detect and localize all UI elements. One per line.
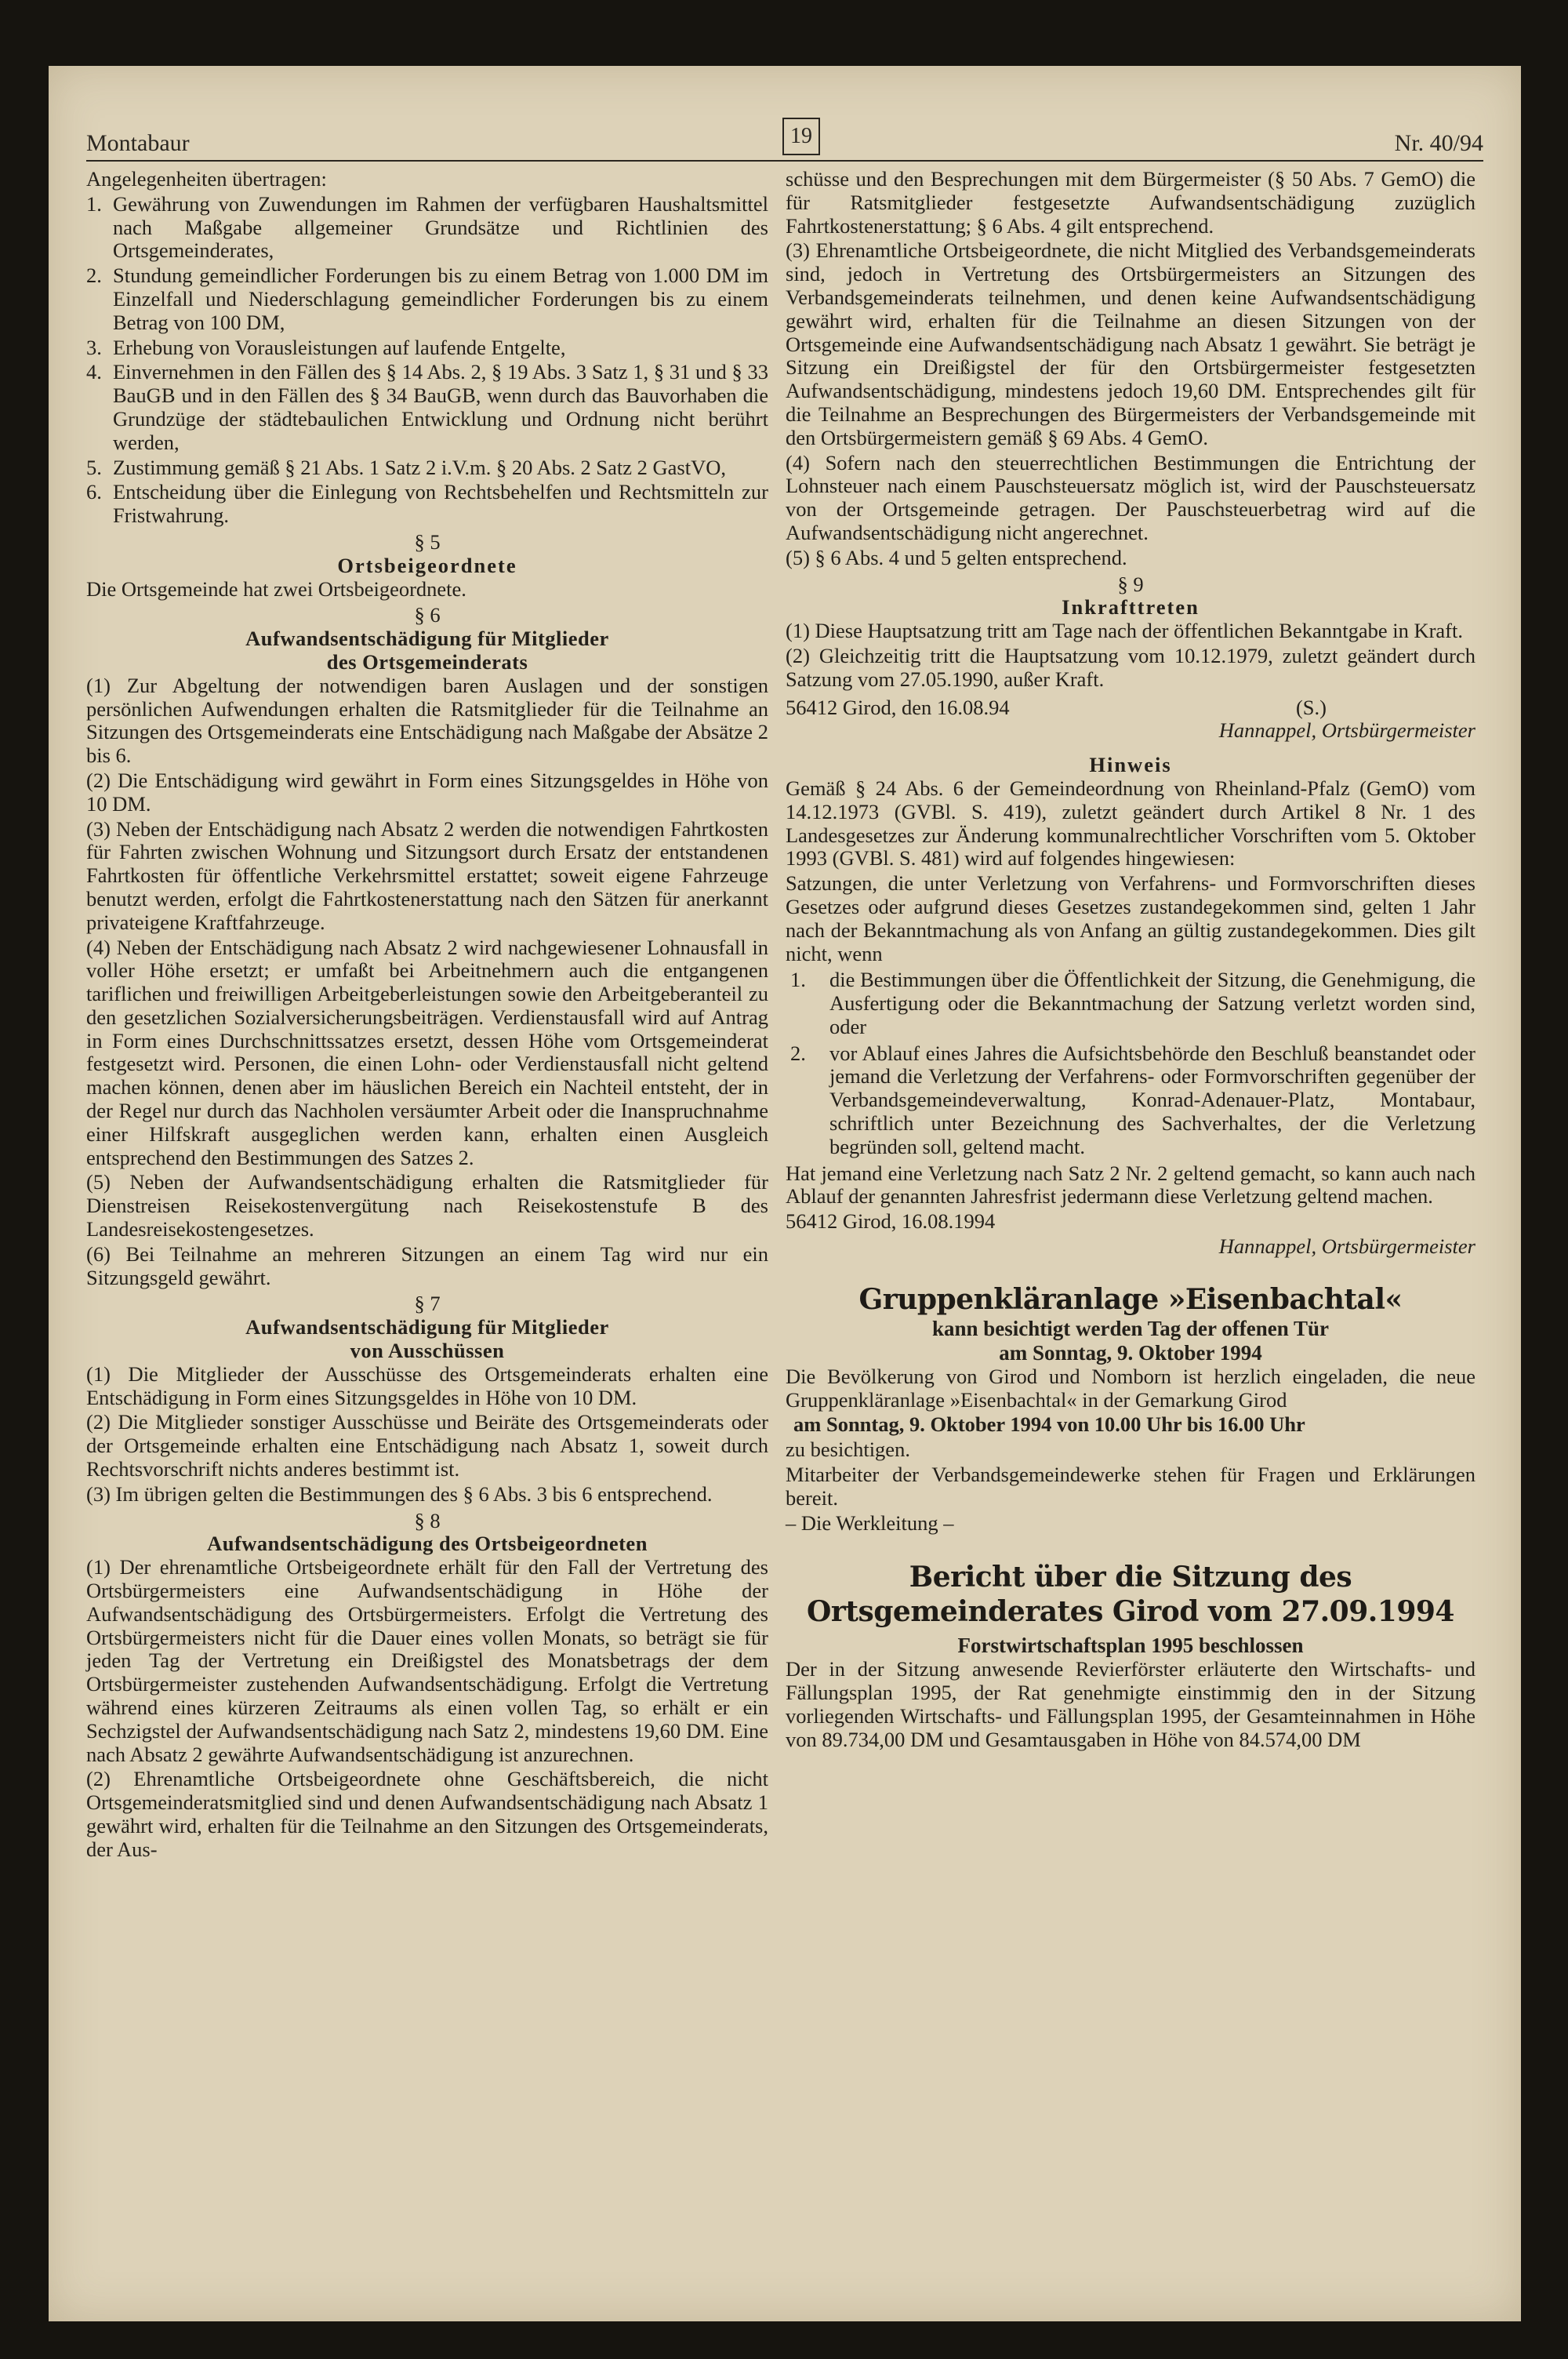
article-headline: Gruppenkläranlage »Eisenbachtal«	[858, 1282, 1403, 1316]
notice-title: Hinweis	[1089, 753, 1172, 777]
spacer	[786, 1259, 1475, 1282]
list-item: 5. Zustimmung gemäß § 21 Abs. 1 Satz 2 i.V.m. § 20 Abs. 2 Satz 2 GastVO,	[86, 455, 726, 479]
section-5-title: Ortsbeigeordnete	[337, 553, 517, 577]
paragraph: Die Bevölkerung von Girod und Nomborn ist herzlich eingeladen, die neue Gruppenkläranlage »Eisenbachtal« in der Gemarkung Girod	[786, 1364, 1475, 1412]
place-date: 56412 Girod, 16.08.1994	[786, 1209, 996, 1234]
paragraph: (4) Neben der Entschädigung nach Absatz 2 wird nachgewiesener Lohnausfall in voller Höhe ersetzt; er umfaßt bei Arbeitnehmern auch die entgangenen tariflichen und freiwilligen Arbeitgeberleistungen sowie den Arbeitgeberanteil zu den gesetzlichen Sozialversicherungsbeiträgen. Verdienstausfall wird auf Antrag in Form eines Durchschnittssatzes ersetzt, dessen Höhe vom Ortsgemeinderat festgesetzt wird. Personen, die einen Lohn- oder Verdienstausfall nicht geltend machen können, denen aber im häuslichen Bereich ein Nachteil entsteht, der in der Regel nur durch das Nachholen versäumter Arbeit oder die Inanspruchnahme einer Hilfskraft ausgeglichen werden kann, erhalten einen Ausgleich entsprechend den Bestimmungen des Satzes 2.	[86, 935, 768, 1169]
paragraph: (1) Diese Hauptsatzung tritt am Tage nach der öffentlichen Bekanntgabe in Kraft.	[786, 619, 1463, 643]
left-column	[86, 168, 768, 1863]
report-subheadline: Forstwirtschaftsplan 1995 beschlossen	[957, 1634, 1304, 1658]
paragraph: Der in der Sitzung anwesende Revierförster erläuterte den Wirtschafts- und Fällungsplan 1995, der Rat genehmigte einstimmig den in der Sitzung vorliegenden Wirtschafts- und Fällungsplan 1995, der Gesamteinnahmen in Höhe von 89.734,00 DM und Gesamtausgaben in Höhe von 84.574,00 DM	[786, 1657, 1475, 1751]
section-5-number: § 5	[414, 529, 441, 554]
paragraph: (4) Sofern nach den steuerrechtlichen Bestimmungen die Entrichtung der Lohnsteuer nach einem Pauschsteuersatz möglich ist, wird der Pauschsteuersatz von der Ortsgemeinde getragen. Der Pauschsteuerbetrag wird auf die Aufwandsentschädigung nicht angerechnet.	[786, 450, 1475, 544]
duties-list	[86, 193, 768, 528]
signature: Hannappel, Ortsbürgermeister	[1218, 1234, 1475, 1259]
section-8-title: Aufwandsentschädigung des Ortsbeigeordneten	[207, 1532, 648, 1556]
header-rule	[86, 160, 1483, 162]
page-header	[86, 118, 1483, 162]
paragraph: (1) Zur Abgeltung der notwendigen baren Auslagen und der sonstigen persönlichen Aufwendungen erhalten die Ratsmitglieder für die Teilnahme an Sitzungen des Ortsgemeinderats eine Entschädigung nach Maßgabe der Absätze 2 bis 6.	[86, 673, 768, 768]
signoff: – Die Werkleitung –	[786, 1510, 954, 1535]
paragraph: (1) Die Mitglieder der Ausschüsse des Ortsgemeinderats erhalten eine Entschädigung in Form eines Sitzungsgeldes in Höhe von 10 DM.	[86, 1361, 768, 1409]
section-7-title-2: von Ausschüssen	[350, 1339, 505, 1363]
list-item: 3. Erhebung von Vorausleistungen auf laufende Entgelte,	[86, 335, 566, 359]
header-place: Montabaur	[86, 130, 190, 156]
paragraph: (2) Ehrenamtliche Ortsbeigeordnete ohne Geschäftsbereich, die nicht Ortsgemeinderatsmitglied sind und denen Aufwandsentschädigung nach Absatz 1 gewährt wird, erhalten für die Teilnahme an den Sitzungen des Ortsgemeinderats, der Aus-	[86, 1767, 768, 1861]
section-6-number: § 6	[414, 603, 441, 627]
signature: Hannappel, Ortsbürgermeister	[1218, 718, 1475, 743]
section-7-title: Aufwandsentschädigung für Mitglieder	[245, 1315, 609, 1339]
intro-text: Angelegenheiten übertragen:	[86, 167, 327, 191]
paragraph: (2) Die Mitglieder sonstiger Ausschüsse und Beiräte des Ortsgemeinderats oder der Ortsgemeinde erhalten eine Entschädigung nach Absatz 1, soweit durch Rechtsvorschrift nichts anderes bestimmt ist.	[86, 1410, 768, 1481]
paragraph: Gemäß § 24 Abs. 6 der Gemeindeordnung von Rheinland-Pfalz (GemO) vom 14.12.1973 (GVBl. S. 419), zuletzt geändert durch Artikel 8 Nr. 1 des Landesgesetzes zur Änderung kommunalrechtlicher Vorschriften vom 5. Oktober 1993 (GVBl. S. 481) wird auf folgendes hingewiesen:	[786, 776, 1475, 871]
page-number: 19	[782, 118, 820, 155]
spacer	[786, 743, 1475, 754]
section-7-number: § 7	[414, 1292, 441, 1316]
section-8-number: § 8	[414, 1508, 441, 1532]
spacer	[786, 1536, 1475, 1560]
section-9-title: Inkrafttreten	[1062, 595, 1200, 620]
list-item: 2. Stundung gemeindlicher Forderungen bis zu einem Betrag von 1.000 DM im Einzelfall und Niederschlagung gemeindlicher Forderungen bis zu einem Betrag von 100 DM,	[86, 264, 768, 334]
seal-mark: (S.)	[1295, 695, 1327, 719]
paragraph: (3) Im übrigen gelten die Bestimmungen des § 6 Abs. 3 bis 6 entsprechend.	[86, 1481, 713, 1506]
event-date: am Sonntag, 9. Oktober 1994 von 10.00 Uhr bis 16.00 Uhr	[793, 1412, 1305, 1437]
list-item: 6. Entscheidung über die Einlegung von Rechtsbehelfen und Rechtsmitteln zur Fristwahrung.	[86, 480, 768, 528]
article-subheadline-2: am Sonntag, 9. Oktober 1994	[999, 1340, 1262, 1365]
place-date: 56412 Girod, den 16.08.94	[786, 695, 1010, 719]
paragraph: Mitarbeiter der Verbandsgemeindewerke stehen für Fragen und Erklärungen bereit.	[786, 1463, 1475, 1510]
list-item: 4. Einvernehmen in den Fällen des § 14 Abs. 2, § 19 Abs. 3 Satz 1, § 31 und § 33 BauGB und in den Fällen des § 34 BauGB, wenn durch das Bauvorhaben die Grundzüge der städtebaulichen Entwicklung und Ordnung nicht berührt werden,	[86, 360, 768, 454]
report-headline-2: Ortsgemeinderates Girod vom 27.09.1994	[807, 1595, 1454, 1629]
paragraph: Hat jemand eine Verletzung nach Satz 2 Nr. 2 geltend gemacht, so kann auch nach Ablauf der genannten Jahresfrist jedermann diese Verletzung geltend machen.	[786, 1161, 1475, 1209]
paragraph: zu besichtigen.	[786, 1438, 910, 1462]
section-5-text: Die Ortsgemeinde hat zwei Ortsbeigeordnete.	[86, 576, 466, 601]
section-9-number: § 9	[1117, 572, 1144, 596]
paragraph: (2) Die Entschädigung wird gewährt in Form eines Sitzungsgeldes in Höhe von 10 DM.	[86, 768, 768, 816]
paragraph: (1) Der ehrenamtliche Ortsbeigeordnete erhält für den Fall der Vertretung des Ortsbürgermeisters eine Aufwandsentschädigung in Höhe der Aufwandsentschädigung des Ortsbürgermeisters. Erfolgt die Vertretung des Ortsbürgermeisters nicht für die Dauer eines vollen Monats, so beträgt sie für jeden Tag der Vertretung ein Dreißigstel des Monatsbetrags der dem Ortsbürgermeister zustehenden Aufwandsentschädigung. Erfolgt die Vertretung während eines kürzeren Zeitraums als einen vollen Tag, so erhält er ein Sechzigstel der Aufwandsentschädigung nach Satz 2, mindestens 19,60 DM. Eine nach Absatz 2 gewährte Aufwandsentschädigung ist anzurechnen.	[86, 1555, 768, 1766]
article-subheadline: kann besichtigt werden Tag der offenen Tür	[931, 1316, 1330, 1340]
list-item: 2. vor Ablauf eines Jahres die Aufsichtsbehörde den Beschluß beanstandet oder jemand die Verletzung der Verfahrens- oder Formvorschriften gegenüber der Verbandsgemeindeverwaltung, Konrad-Adenauer-Platz, Montabaur, schriftlich unter Bezeichnung des Sachverhaltes, der die Verletzung begründen soll, geltend macht.	[790, 1041, 1475, 1158]
paragraph: (2) Gleichzeitig tritt die Hauptsatzung vom 10.12.1979, zuletzt geändert durch Satzung vom 27.05.1990, außer Kraft.	[786, 643, 1475, 691]
section-6-title-2: des Ortsgemeinderats	[326, 649, 528, 674]
paragraph: (6) Bei Teilnahme an mehreren Sitzungen an einem Tag wird nur ein Sitzungsgeld gewährt.	[86, 1241, 768, 1289]
paragraph: (3) Ehrenamtliche Ortsbeigeordnete, die nicht Mitglied des Verbandsgemeinderats sind, jedoch in Vertretung des Ortsbürgermeisters an Sitzungen des Verbandsgemeinderats teilnehmen, und denen keine Aufwandsentschädigung gewährt wird, erhalten für die Teilnahme an diesen Sitzungen von der Ortsgemeinde eine Aufwandsentschädigung nach Absatz 1 gewährt. Sie beträgt je Sitzung ein Dreißigstel der für den Ortsbürgermeister festgesetzten Aufwandsentschädigung, mindestens jedoch 19,60 DM. Entsprechendes gilt für die Teilnahme an Besprechungen des Bürgermeisters der Verbandsgemeinde mit den Ortsbürgermeistern gemäß § 69 Abs. 4 GemO.	[786, 238, 1475, 449]
paragraph: (5) § 6 Abs. 4 und 5 gelten entsprechend.	[786, 545, 1127, 569]
list-item: 1. Gewährung von Zuwendungen im Rahmen der verfügbaren Haushaltsmittel nach Maßgabe allgemeiner Grundsätze und Richtlinien des Ortsgemeinderates,	[86, 191, 768, 263]
section-6-title: Aufwandsentschädigung für Mitglieder	[245, 627, 609, 651]
newspaper-page	[49, 66, 1521, 2321]
list-item: 1. die Bestimmungen über die Öffentlichkeit der Sitzung, die Genehmigung, die Ausfertigung oder die Bekanntmachung der Satzung verletzt worden sind, oder	[790, 968, 1475, 1038]
report-headline: Bericht über die Sitzung des	[909, 1561, 1352, 1594]
paragraph: (5) Neben der Aufwandsentschädigung erhalten die Ratsmitglieder für Dienstreisen Reisekostenvergütung nach Reisekostenstufe B des Landesreisekostengesetzes.	[86, 1170, 768, 1241]
paragraph: Satzungen, die unter Verletzung von Verfahrens- und Formvorschriften dieses Gesetzes oder aufgrund dieses Gesetzes zustandegekommen sind, gelten 1 Jahr nach der Bekanntmachung als von Anfang an gültig zustandegekommen. Dies gilt nicht, wenn	[786, 871, 1475, 965]
signature-line	[786, 696, 1475, 720]
paragraph: schüsse und den Besprechungen mit dem Bürgermeister (§ 50 Abs. 7 GemO) die für Ratsmitglieder festgesetzte Aufwandsentschädigung zuzüglich Fahrtkostenerstattung; § 6 Abs. 4 gilt entsprechend.	[786, 167, 1475, 238]
right-column	[786, 168, 1475, 1754]
issue-number: Nr. 40/94	[1394, 130, 1483, 156]
paragraph: (3) Neben der Entschädigung nach Absatz 2 werden die notwendigen Fahrtkosten für Fahrten zwischen Wohnung und Sitzungsort durch Ersatz der entstandenen Fahrtkosten für öffentliche Verkehrsmittel erstattet; soweit eigene Fahrzeuge benutzt werden, erfolgt die Fahrtkostenerstattung nach den Sätzen für anerkannt privateigene Kraftfahrzeuge.	[86, 816, 768, 934]
